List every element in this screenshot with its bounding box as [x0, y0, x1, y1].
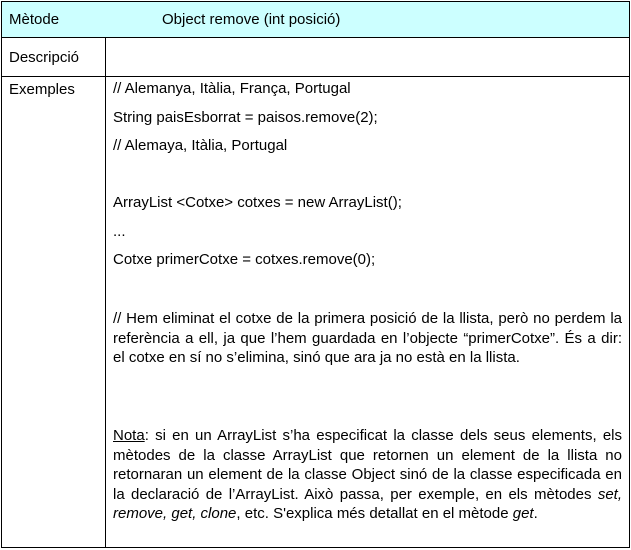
note-text: : si en un ArrayList s’ha especificat la classe dels seus elements, els mètodes de la classe ArrayList que retornen un element de la llista no retornaran un element de la classe Object sinó de la classe especificada en la declaració de l’ArrayList. Això passa, per exemple, en els mètodes	[113, 427, 622, 503]
examples-row	[2, 77, 629, 547]
description-value	[113, 38, 622, 76]
note-text: , etc. S'explica més detallat en el mètode	[236, 505, 513, 522]
method-header-row	[2, 2, 629, 38]
code-line: ...	[113, 223, 126, 240]
note-get-method: get	[512, 505, 534, 522]
note-label: Nota	[113, 427, 145, 444]
method-label: Mètode	[9, 11, 60, 28]
note-text: .	[533, 505, 538, 522]
note-methods: set, remove, get, clone	[113, 485, 622, 522]
code-line: // Alemanya, Itàlia, França, Portugal	[113, 80, 351, 97]
comment-paragraph: // Hem eliminat el cotxe de la primera posició de la llista, però no perdem la referència a ell, ja que l’hem guardada en l’objecte “primerCotxe”. És a dir: el cotxe en sí no s’elimina, sinó que ara ja no està en la llista.	[113, 310, 622, 366]
method-table	[1, 1, 630, 548]
description-row	[2, 38, 629, 77]
note-paragraph	[113, 426, 622, 524]
code-line: ArrayList <Cotxe> cotxes = new ArrayList();	[113, 194, 402, 211]
code-line: Cotxe primerCotxe = cotxes.remove(0);	[113, 251, 376, 268]
code-line: String paisEsborrat = paisos.remove(2);	[113, 109, 378, 126]
examples-content	[113, 77, 622, 547]
examples-label: Exemples	[9, 81, 75, 98]
code-line: // Alemaya, Itàlia, Portugal	[113, 137, 288, 154]
description-label: Descripció	[9, 49, 80, 66]
method-signature: Object remove (int posició)	[162, 11, 341, 28]
